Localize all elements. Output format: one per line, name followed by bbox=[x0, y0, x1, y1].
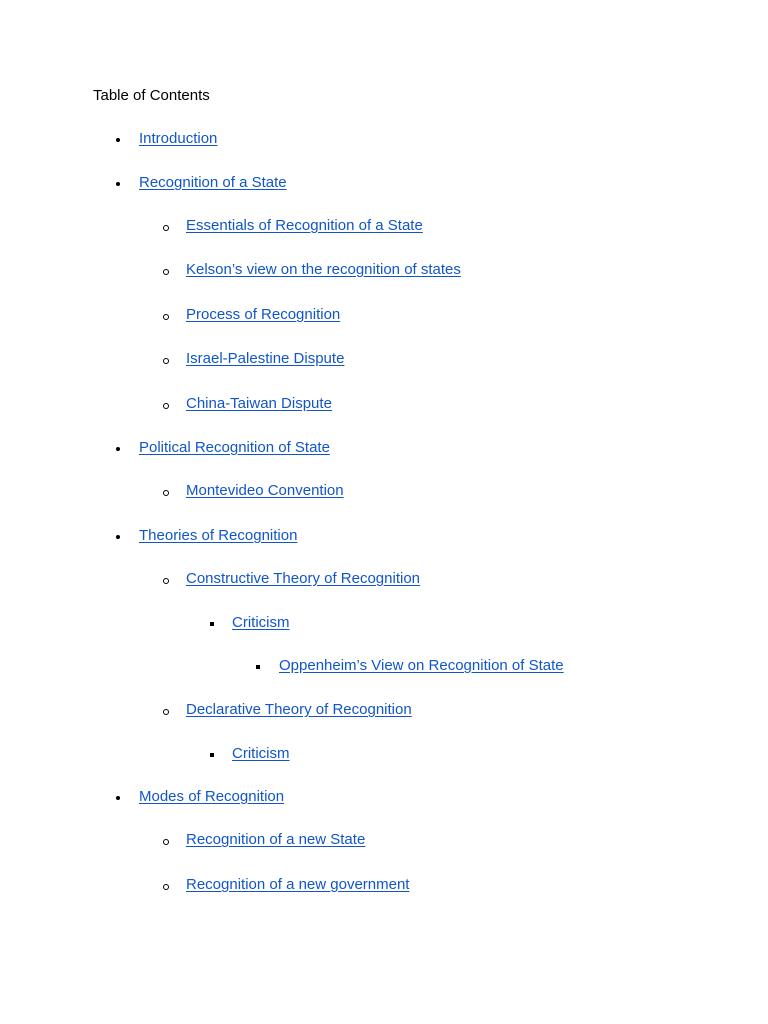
bullet-circle-icon bbox=[159, 569, 173, 589]
toc-link-introduction[interactable]: Introduction bbox=[139, 130, 218, 147]
bullet-square-icon bbox=[251, 656, 265, 676]
bullet-circle-icon bbox=[159, 481, 173, 501]
bullet-disc-icon bbox=[111, 129, 125, 149]
toc-link-china-taiwan[interactable]: China-Taiwan Dispute bbox=[186, 395, 332, 412]
toc-link-oppenheim-view[interactable]: Oppenheim’s View on Recognition of State bbox=[279, 657, 564, 674]
toc-link-recognition-of-a-state[interactable]: Recognition of a State bbox=[139, 174, 287, 191]
toc-link-declarative-theory[interactable]: Declarative Theory of Recognition bbox=[186, 701, 412, 718]
bullet-square-icon bbox=[205, 613, 219, 633]
bullet-disc-icon bbox=[111, 787, 125, 807]
toc-link-kelson-view[interactable]: Kelson’s view on the recognition of states bbox=[186, 261, 461, 278]
toc-link-constructive-theory[interactable]: Constructive Theory of Recognition bbox=[186, 570, 421, 587]
toc-link-new-state[interactable]: Recognition of a new State bbox=[186, 831, 366, 848]
toc-link-montevideo-convention[interactable]: Montevideo Convention bbox=[186, 482, 344, 499]
bullet-disc-icon bbox=[111, 173, 125, 193]
bullet-circle-icon bbox=[159, 394, 173, 414]
bullet-circle-icon bbox=[159, 700, 173, 720]
bullet-square-icon bbox=[205, 744, 219, 764]
toc-link-political-recognition[interactable]: Political Recognition of State bbox=[139, 439, 330, 456]
toc-link-process-of-recognition[interactable]: Process of Recognition bbox=[186, 306, 341, 323]
bullet-circle-icon bbox=[159, 260, 173, 280]
bullet-circle-icon bbox=[159, 875, 173, 895]
bullet-circle-icon bbox=[159, 216, 173, 236]
bullet-disc-icon bbox=[111, 438, 125, 458]
toc-link-criticism-declarative[interactable]: Criticism bbox=[232, 745, 290, 762]
toc-link-essentials[interactable]: Essentials of Recognition of a State bbox=[186, 217, 423, 234]
toc-title: Table of Contents bbox=[93, 87, 210, 104]
toc-link-israel-palestine[interactable]: Israel-Palestine Dispute bbox=[186, 350, 345, 367]
bullet-circle-icon bbox=[159, 305, 173, 325]
bullet-circle-icon bbox=[159, 830, 173, 850]
toc-link-theories-of-recognition[interactable]: Theories of Recognition bbox=[139, 527, 298, 544]
bullet-disc-icon bbox=[111, 526, 125, 546]
toc-link-new-government[interactable]: Recognition of a new government bbox=[186, 876, 410, 893]
bullet-circle-icon bbox=[159, 349, 173, 369]
toc-link-criticism-constructive[interactable]: Criticism bbox=[232, 614, 290, 631]
toc-link-modes-of-recognition[interactable]: Modes of Recognition bbox=[139, 788, 285, 805]
